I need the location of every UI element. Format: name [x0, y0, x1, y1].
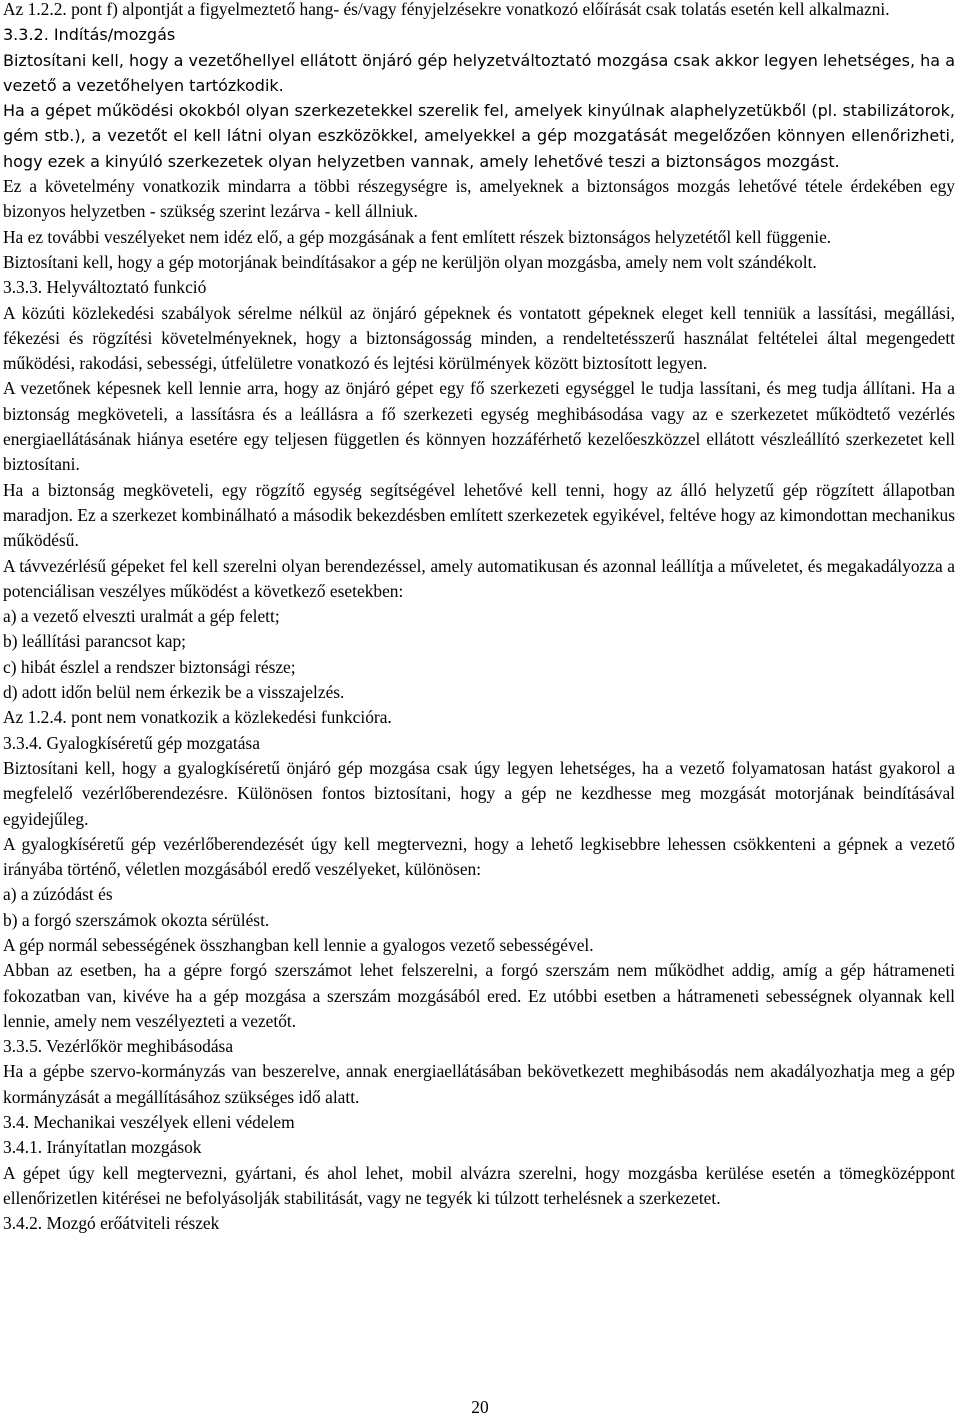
paragraph-emergency-stop: A vezetőnek képesnek kell lennie arra, hogy az önjáró gépet egy fő szerkezeti egységgel le tudja lassítani, és meg tudja állítani. Ha a biztonság megköveteli, a lassításra és a leállásra a fő szerkezeti egység meghibásodása vagy az e szerkezetet működtető vezérlés energiaellátásának hiánya esetére egy teljesen független és könnyen hozzáférhető kezelőeszközzel ellátott vészleállító szerkezetet kell biztosítani.: [3, 378, 955, 475]
list-item-crushing: a) a zúzódást és: [3, 884, 113, 905]
paragraph-braking-requirements: A közúti közlekedési szabályok sérelme nélkül az önjáró gépeknek és vontatott gépeknek eleget kell tenniük a lassítási, megállási, fékezési és rögzítési követelményeknek, hogy a biztonságosság minden, a rendeltetésszerű használat feltételei által megengedett működési, rakodási, sebességi, útfelületre vonatkozó és lejtési körülmények között biztosított legyen.: [3, 302, 955, 374]
page-number: 20: [471, 1397, 489, 1417]
paragraph-parking-brake: Ha a biztonság megköveteli, egy rögzítő egység segítségével lehetővé kell tenni, hogy az álló helyzetű gép rögzített állapotban maradjon. Ez a szerkezet kombinálható a második bekezdésben említett szerkezetek egyikével, feltéve hogy az kimondottan mechanikus működésű.: [3, 479, 955, 551]
heading-3-3-4: 3.3.4. Gyalogkíséretű gép mozgatása: [3, 732, 260, 753]
paragraph-uncontrolled-movement: A gépet úgy kell megtervezni, gyártani, és ahol lehet, mobil alvázra szerelni, hogy mozgásba kerülése esetén a tömegközéppont ellenőrizetlen kitérései ne befolyásolják stabilitását, vagy ne tegyék ki túlzott terhelésnek a szerkezetet.: [3, 1162, 955, 1208]
paragraph-extending-structures: Ha a gépet működési okokból olyan szerkezetekkel szerelik fel, amelyek kinyúlnak alaphelyzetükből (pl. stabilizátorok, gém stb.), a vezetőt el kell látni olyan eszközökkel, amelyekkel a gép mozgatását megelőzően könnyen ellenőrizheti, hogy ezek a kinyúló szerkezetek olyan helyzetben vannak, amely lehetővé teszi a biztonságos mozgást.: [3, 101, 955, 171]
paragraph-other-parts: Ez a követelmény vonatkozik mindarra a többi részegységre is, amelyeknek a biztonságos mozgás lehetővé tétele érdekében egy bizonyos helyzetben - szükség szerint lezárva - kell állniuk.: [3, 176, 955, 222]
list-item-b: b) leállítási parancsot kap;: [3, 631, 187, 652]
paragraph-1-2-2-note: Az 1.2.2. pont f) alpontját a figyelmeztető hang- és/vagy fényjelzésekre vonatkozó előírását csak tolatás esetén kell alkalmazni.: [3, 0, 890, 19]
paragraph-pedestrian-control: Biztosítani kell, hogy a gyalogkíséretű önjáró gép mozgása csak úgy legyen lehetséges, ha a vezető folyamatosan hatást gyakorol a megfelelő vezérlőberendezésre. Különösen fontos biztosítani, hogy a gép ne kezdhesse meg mozgását motorjának beindításával egyidejűleg.: [3, 757, 955, 829]
paragraph-remote-control: A távvezérlésű gépeket fel kell szerelni olyan berendezéssel, amely automatikusan és azonnal leállítja a műveletet, és megakadályozza a potenciálisan veszélyes működést a következő esetekben:: [3, 555, 955, 601]
heading-3-3-3: 3.3.3. Helyváltoztató funkció: [3, 277, 207, 298]
paragraph-control-design: A gyalogkíséretű gép vezérlőberendezését úgy kell megtervezni, hogy a lehető legkisebbre lehessen csökkenteni a gépnek a vezető irányába történő, véletlen mozgásából eredő veszélyeket, különösen:: [3, 833, 955, 880]
paragraph-servo-steering: Ha a gépbe szervo-kormányzás van beszerelve, annak energiaellátásában bekövetkezett meghibásodás nem akadályozhatja meg a gép kormányzását a megállításához szükséges idő alatt.: [3, 1061, 955, 1107]
document-body: [3, 0, 955, 1237]
paragraph-engine-start: Biztosítani kell, hogy a gép motorjának beindításakor a gép ne kerüljön olyan mozgásba, amely nem volt szándékolt.: [3, 251, 817, 272]
list-item-c: c) hibát észlel a rendszer biztonsági része;: [3, 656, 296, 677]
list-item-rotating-tools: b) a forgó szerszámok okozta sérülést.: [3, 909, 270, 930]
paragraph-driver-position: Biztosítani kell, hogy a vezetőhellyel ellátott önjáró gép helyzetváltoztató mozgása csak akkor legyen lehetséges, ha a vezető a vezetőhelyen tartózkodik.: [3, 50, 955, 95]
heading-3-4: 3.4. Mechanikai veszélyek elleni védelem: [3, 1112, 295, 1133]
paragraph-safe-position: Ha ez további veszélyeket nem idéz elő, a gép mozgásának a fent említett részek biztonságos helyzetétől kell függenie.: [3, 226, 832, 247]
heading-3-3-5: 3.3.5. Vezérlőkör meghibásodása: [3, 1036, 234, 1057]
list-item-a: a) a vezető elveszti uralmát a gép felett;: [3, 606, 280, 627]
paragraph-reverse-tools: Abban az esetben, ha a gépre forgó szerszámot lehet felszerelni, a forgó szerszám nem működhet addig, amíg a gép hátrameneti fokozatban van, kivéve ha a gép mozgása a szerszám mozgásából ered. Ez utóbbi esetben a hátrameneti sebességnek olyannak kell lennie, amely nem veszélyeztetі a vezetőt.: [3, 960, 955, 1031]
heading-3-3-2: 3.3.2. Indítás/mozgás: [3, 25, 176, 45]
paragraph-normal-speed: A gép normál sebességének összhangban kell lennie a gyalogos vezető sebességével.: [3, 934, 594, 955]
paragraph-1-2-4-note: Az 1.2.4. pont nem vonatkozik a közlekedési funkcióra.: [3, 707, 392, 728]
list-item-d: d) adott időn belül nem érkezik be a visszajelzés.: [3, 682, 345, 703]
heading-3-4-2: 3.4.2. Mozgó erőátviteli részek: [3, 1213, 220, 1234]
heading-3-4-1: 3.4.1. Irányítatlan mozgások: [3, 1137, 202, 1158]
